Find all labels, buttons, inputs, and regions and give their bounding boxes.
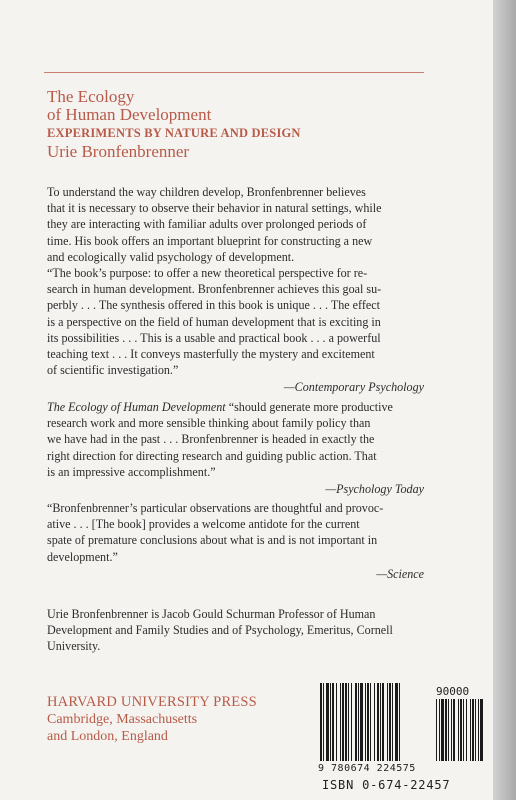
text-line: Urie Bronfenbrenner is Jacob Gould Schurman Professor of Human bbox=[47, 607, 376, 621]
text-line: that it is necessary to observe their behavior in natural settings, while bbox=[47, 201, 382, 216]
barcode-bar bbox=[382, 683, 384, 761]
top-divider bbox=[44, 72, 424, 73]
barcode-bar bbox=[332, 683, 334, 761]
barcode-bar bbox=[453, 699, 455, 761]
text-line: “The book’s purpose: to offer a new theoretical perspective for re- bbox=[47, 266, 368, 280]
barcode-bar bbox=[340, 683, 341, 761]
text-line: development.” bbox=[47, 549, 118, 564]
barcode-bar bbox=[478, 699, 479, 761]
barcode-bar bbox=[392, 683, 393, 761]
barcode-bar bbox=[475, 699, 476, 761]
review-quote bbox=[47, 399, 424, 497]
publisher-city: and London, England bbox=[47, 729, 168, 744]
barcode-bar bbox=[323, 683, 324, 761]
review-source: —Science bbox=[376, 566, 424, 581]
review-source: —Contemporary Psychology bbox=[283, 380, 424, 395]
description-paragraph bbox=[47, 184, 424, 265]
barcode-bar bbox=[395, 683, 398, 761]
barcode-bar bbox=[466, 699, 467, 761]
barcode-bar bbox=[348, 683, 349, 761]
barcode-bar bbox=[451, 699, 452, 761]
text-line: research work and more sensible thinking about family policy than bbox=[47, 416, 371, 431]
text-line: spate of premature conclusions about what is and is not important in bbox=[47, 533, 378, 548]
title-line-1: The Ecology bbox=[47, 87, 135, 106]
text-line bbox=[47, 399, 424, 415]
review-quote bbox=[47, 500, 424, 582]
barcode-bar bbox=[389, 683, 391, 761]
barcode-area bbox=[318, 683, 493, 792]
book-edge-shadow bbox=[493, 0, 516, 800]
barcode-bar bbox=[458, 699, 459, 761]
text-line: is a perspective on the field of human development that is exciting in bbox=[47, 314, 381, 329]
text-line: “Bronfenbrenner’s particular observations are thoughtful and provoc- bbox=[47, 501, 384, 515]
barcode-bar bbox=[345, 683, 347, 761]
barcode-bar bbox=[439, 699, 440, 761]
barcode-bar bbox=[355, 683, 357, 761]
text-line-rest: “should generate more productive bbox=[225, 400, 393, 414]
barcode-bar bbox=[387, 683, 388, 761]
isbn-text: ISBN 0-674-22457 bbox=[322, 778, 451, 792]
text-line: and ecologically valid psychology of development. bbox=[47, 249, 295, 264]
title-block bbox=[47, 88, 301, 161]
publisher-city: Cambridge, Massachusetts bbox=[47, 712, 198, 727]
text-line: its possibilities . . . This is a usable and practical book . . . a powerful bbox=[47, 330, 381, 345]
publisher-name: HARVARD UNIVERSITY PRESS bbox=[47, 694, 257, 710]
text-line: time. His book offers an important blueprint for constructing a new bbox=[47, 233, 373, 248]
barcode-bar bbox=[470, 699, 471, 761]
barcode-bar bbox=[320, 683, 322, 761]
barcode-bar bbox=[370, 683, 371, 761]
text-line: of scientific investigation.” bbox=[47, 363, 179, 378]
text-line: To understand the way children develop, Bronfenbrenner believes bbox=[47, 185, 366, 199]
text-line: Development and Family Studies and of Psychology, Emeritus, Cornell bbox=[47, 623, 393, 638]
author-bio bbox=[47, 606, 424, 655]
subtitle: EXPERIMENTS BY NATURE AND DESIGN bbox=[47, 126, 301, 140]
barcode-bar bbox=[380, 683, 381, 761]
barcode-bar bbox=[480, 699, 483, 761]
review-quote bbox=[47, 265, 424, 396]
barcode-bar bbox=[460, 699, 462, 761]
barcode-bar bbox=[365, 683, 366, 761]
text-line: they are interacting with familiar adults over prolonged periods of bbox=[47, 217, 367, 232]
barcode-bar bbox=[342, 683, 344, 761]
text-line: teaching text . . . It conveys masterfully the mystery and excitement bbox=[47, 347, 375, 362]
barcode-bar bbox=[436, 699, 437, 761]
barcode-bar bbox=[326, 683, 329, 761]
title-line-2: of Human Development bbox=[47, 105, 212, 124]
publisher-block bbox=[47, 694, 257, 745]
barcode-bar bbox=[360, 683, 363, 761]
barcode-bar bbox=[351, 683, 352, 761]
barcode-bar bbox=[377, 683, 379, 761]
barcode-bar bbox=[374, 683, 375, 761]
barcode-bar bbox=[463, 699, 464, 761]
barcode-bar bbox=[367, 683, 369, 761]
barcode-bar bbox=[399, 683, 400, 761]
barcode-bar bbox=[330, 683, 331, 761]
text-line: is an impressive accomplishment.” bbox=[47, 464, 216, 479]
price-code: 90000 bbox=[436, 685, 470, 698]
text-line: perbly . . . The synthesis offered in this book is unique . . . The effect bbox=[47, 298, 380, 313]
text-line: search in human development. Bronfenbrenner achieves this goal su- bbox=[47, 282, 382, 297]
text-line: ative . . . [The book] provides a welcome antidote for the current bbox=[47, 517, 360, 532]
text-line: University. bbox=[47, 639, 101, 654]
book-title-italic: The Ecology of Human Development bbox=[47, 400, 226, 414]
text-line: right direction for directing research and guiding public action. That bbox=[47, 448, 377, 463]
barcode-bar bbox=[358, 683, 359, 761]
barcode-bar bbox=[336, 683, 337, 761]
barcode-bar bbox=[472, 699, 474, 761]
review-source: —Psychology Today bbox=[325, 482, 424, 497]
text-line: we have had in the past . . . Bronfenbrenner is headed in exactly the bbox=[47, 432, 375, 447]
barcode-digits: 9 780674 224575 bbox=[318, 763, 416, 774]
author-name: Urie Bronfenbrenner bbox=[47, 142, 190, 161]
barcode-bar bbox=[441, 699, 444, 761]
barcode-bar bbox=[448, 699, 449, 761]
barcode-bar bbox=[445, 699, 447, 761]
